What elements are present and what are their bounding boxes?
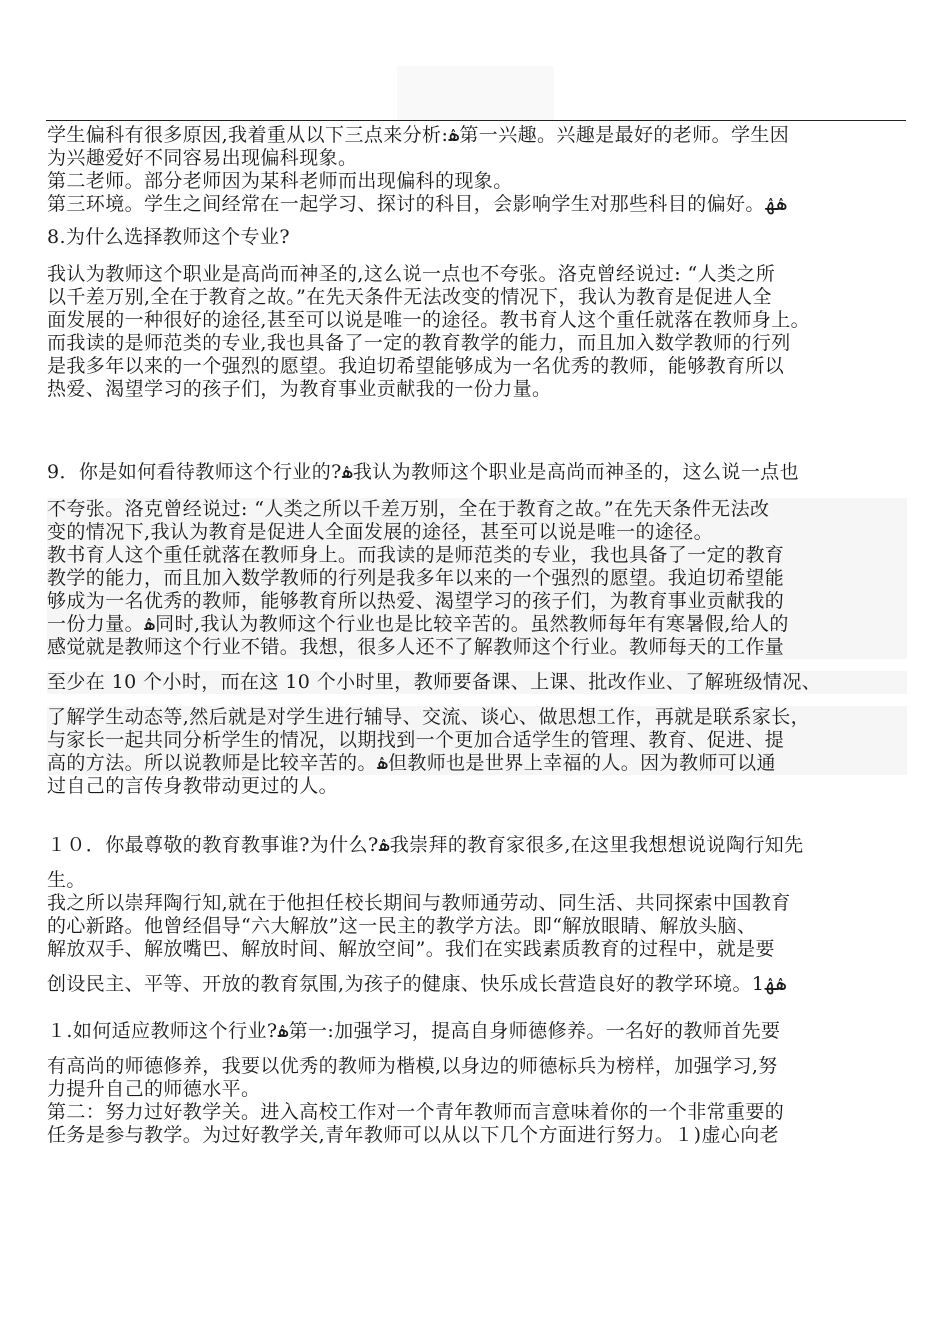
text-line: 感觉就是教师这个行业不错。我想，很多人还不了解教师这个行业。教师每天的工作量 — [47, 636, 907, 659]
text-line: 第二老师。部分老师因为某科老师而出现偏科的现象。 — [47, 170, 513, 192]
text-line: 力提升自己的师德水平。 — [47, 1078, 261, 1100]
text-line: 我之所以崇拜陶行知,就在于他担任校长期间与教师通劳动、同生活、共同探索中国教育 — [47, 892, 791, 914]
text-line: 一份力量。ۿ同时,我认为教师这个行业也是比较辛苦的。虽然教师每年有寒暑假,给人的 — [47, 613, 907, 636]
text-line: 第二：努力过好教学关。进入高校工作对一个青年教师而言意味着你的一个非常重要的 — [47, 1101, 785, 1123]
text-line: 高的方法。所以说教师是比较辛苦的。ۿ但教师也是世界上幸福的人。因为教师可以通 — [47, 752, 907, 775]
header-rule — [46, 120, 906, 121]
text-line: 热爱、渴望学习的孩子们，为教育事业贡献我的一份力量。 — [47, 378, 552, 400]
text-line: 第三环境。学生之间经常在一起学习、探讨的科目，会影响学生对那些科目的偏好。ۿۿ — [47, 193, 788, 215]
text-line: 的心新路。他曾经倡导“六大解放”这一民主的教学方法。即“解放眼睛、解放头脑、 — [47, 915, 757, 937]
text-line: 解放双手、解放嘴巴、解放时间、解放空间”。我们在实践素质教育的过程中，就是要 — [47, 938, 775, 960]
text-line: 至少在 10 个小时，而在这 10 个小时里，教师要备课、上课、批改作业、了解班级情况、 — [47, 671, 907, 694]
text-line: 教书育人这个重任就落在教师身上。而我读的是师范类的专业，我也具备了一定的教育 — [47, 544, 907, 567]
header-area — [397, 66, 554, 120]
text-line: 我认为教师这个职业是高尚而神圣的,这么说一点也不夸张。洛克曾经说过: “人类之所 — [47, 263, 776, 285]
text-line: 过自己的言传身教带动更过的人。 — [47, 775, 339, 797]
text-line: 与家长一起共同分析学生的情况，以期找到一个更加合适学生的管理、教育、促进、提 — [47, 729, 907, 752]
text-line: 以千差万别,全在于教育之故。”在先天条件无法改变的情况下，我认为教育是促进人全 — [47, 286, 772, 308]
text-line: 变的情况下,我认为教育是促进人全面发展的途径，甚至可以说是唯一的途径。 — [47, 521, 907, 544]
text-line: 创设民主、平等、开放的教育氛围,为孩子的健康、快乐成长营造良好的教学环境。1ۿۿ — [47, 973, 787, 995]
text-line: 面发展的一种很好的途径,甚至可以说是唯一的途径。教书育人这个重任就落在教师身上。 — [47, 309, 811, 331]
section-heading: １.如何适应教师这个行业?ۿ第一:加强学习，提高自身师德修养。一名好的教师首先要 — [47, 1020, 781, 1042]
text-line: 够成为一名优秀的教师，能够教育所以热爱、渴望学习的孩子们，为教育事业贡献我的 — [47, 590, 907, 613]
text-line: 学生偏科有很多原因,我着重从以下三点来分析:ۿ第一兴趣。兴趣是最好的老师。学生因 — [47, 124, 790, 146]
text-line: 为兴趣爱好不同容易出现偏科现象。 — [47, 147, 358, 169]
document-body — [47, 124, 907, 1147]
section-heading: １０．你最尊敬的教育教事谁?为什么?ۿ我崇拜的教育家很多,在这里我想想说说陶行知先 — [47, 834, 804, 856]
text-line: 而我读的是师范类的专业,我也具备了一定的教育教学的能力，而且加入数学教师的行列 — [47, 332, 791, 354]
text-line: 任务是参与教学。为过好教学关,青年教师可以从以下几个方面进行努力。１)虚心向老 — [47, 1124, 780, 1146]
text-line: 是我多年以来的一个强烈的愿望。我迫切希望能够成为一名优秀的教师，能够教育所以 — [47, 355, 785, 377]
section-heading: 9．你是如何看待教师这个行业的?ۿ我认为教师这个职业是高尚而神圣的，这么说一点也 — [47, 461, 800, 483]
text-line: 了解学生动态等,然后就是对学生进行辅导、交流、谈心、做思想工作，再就是联系家长， — [47, 706, 907, 729]
text-line: 生。 — [47, 869, 86, 891]
text-line: 不夸张。洛克曾经说过: “人类之所以千差万别，全在于教育之故。”在先天条件无法改 — [47, 498, 907, 521]
section-heading: 8.为什么选择教师这个专业? — [47, 226, 290, 248]
text-line: 有高尚的师德修养，我要以优秀的教师为楷模,以身边的师德标兵为榜样，加强学习,努 — [47, 1055, 778, 1077]
text-line: 教学的能力，而且加入数学教师的行列是我多年以来的一个强烈的愿望。我迫切希望能 — [47, 567, 907, 590]
